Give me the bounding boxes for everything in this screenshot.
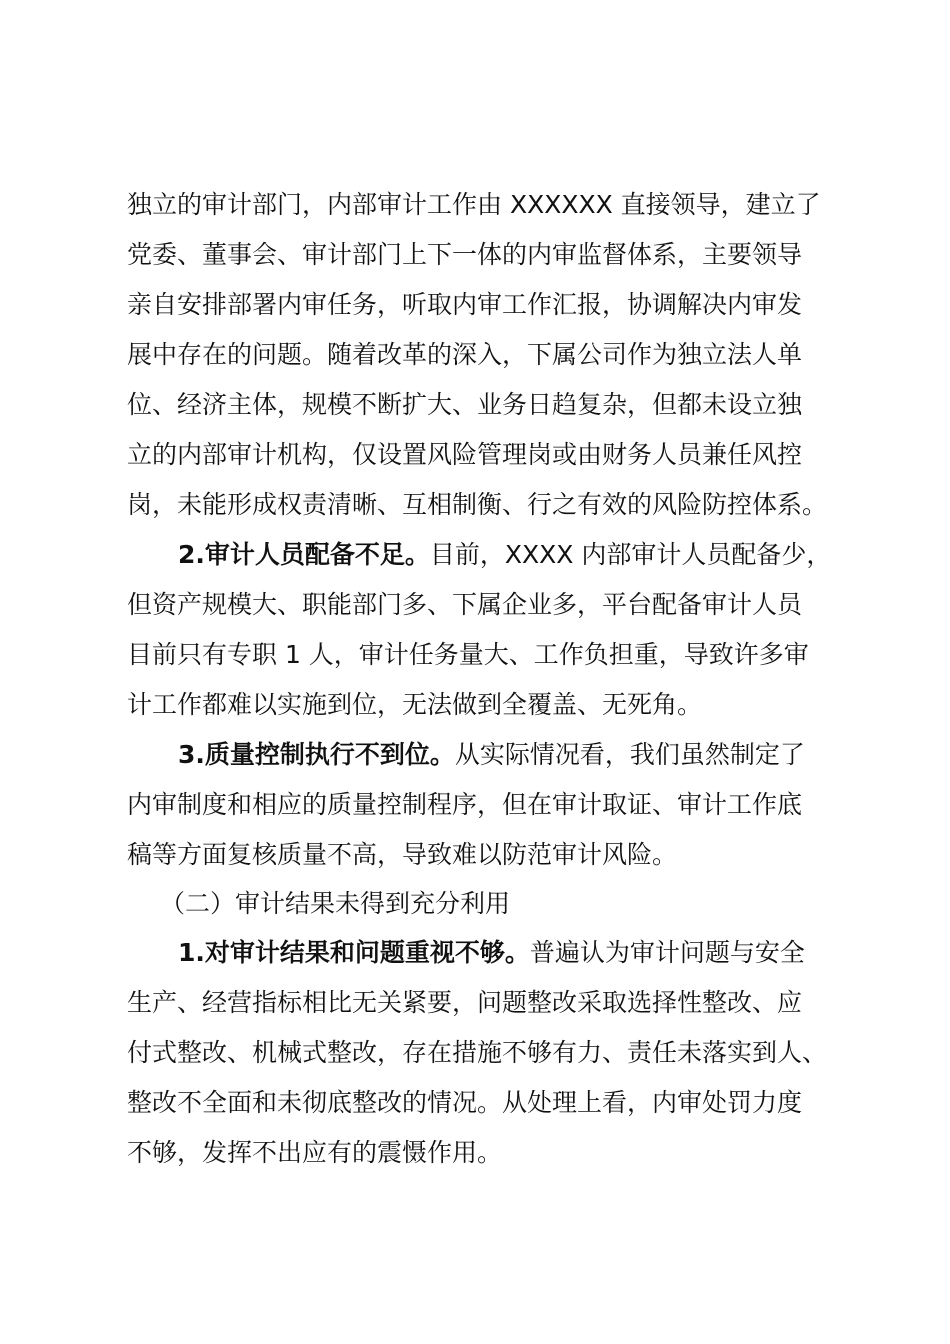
body-text-line: 党委、董事会、审计部门上下一体的内审监督体系，主要领导: [127, 240, 803, 269]
body-text-line: 生产、经营指标相比无关紧要，问题整改采取选择性整改、应: [127, 988, 803, 1017]
body-text-line: 不够，发挥不出应有的震慑作用。: [127, 1138, 503, 1167]
item-2-first-line: [178, 540, 831, 570]
body-text-line: 亲自安排部署内审任务，听取内审工作汇报，协调解决内审发: [127, 290, 803, 319]
body-text-line: 稿等方面复核质量不高，导致难以防范审计风险。: [127, 840, 678, 869]
item-3-text: 从实际情况看，我们虽然制定了: [454, 740, 805, 769]
section-heading: （二）审计结果未得到充分利用: [160, 889, 511, 918]
item-4-first-line: [178, 938, 805, 968]
body-text-line: 计工作都难以实施到位，无法做到全覆盖、无死角。: [127, 690, 703, 719]
item-3-first-line: [178, 740, 805, 770]
body-text-line: 整改不全面和未彻底整改的情况。从处理上看，内审处罚力度: [127, 1088, 803, 1117]
item-4-text: 普遍认为审计问题与安全: [529, 938, 805, 967]
body-text-line: 岗，未能形成权责清晰、互相制衡、行之有效的风险防控体系。: [127, 490, 828, 519]
body-text-line: 立的内部审计机构，仅设置风险管理岗或由财务人员兼任风控: [127, 440, 803, 469]
body-text-line: 目前只有专职 1 人，审计任务量大、工作负担重，导致许多审: [127, 640, 809, 669]
item-2-heading: 2.审计人员配备不足。: [178, 540, 430, 569]
body-text-line: 付式整改、机械式整改，存在措施不够有力、责任未落实到人、: [127, 1038, 828, 1067]
item-2-text: 目前，XXXX 内部审计人员配备少，: [429, 540, 832, 569]
body-text-line: 但资产规模大、职能部门多、下属企业多，平台配备审计人员: [127, 590, 803, 619]
body-text-line: 展中存在的问题。随着改革的深入，下属公司作为独立法人单: [127, 340, 803, 369]
item-4-heading: 1.对审计结果和问题重视不够。: [178, 938, 530, 967]
body-text-line: 独立的审计部门，内部审计工作由 XXXXXX 直接领导，建立了: [127, 190, 821, 219]
body-text-line: 内审制度和相应的质量控制程序，但在审计取证、审计工作底: [127, 790, 803, 819]
item-3-heading: 3.质量控制执行不到位。: [178, 740, 455, 769]
body-text-line: 位、经济主体，规模不断扩大、业务日趋复杂，但都未设立独: [127, 390, 803, 419]
